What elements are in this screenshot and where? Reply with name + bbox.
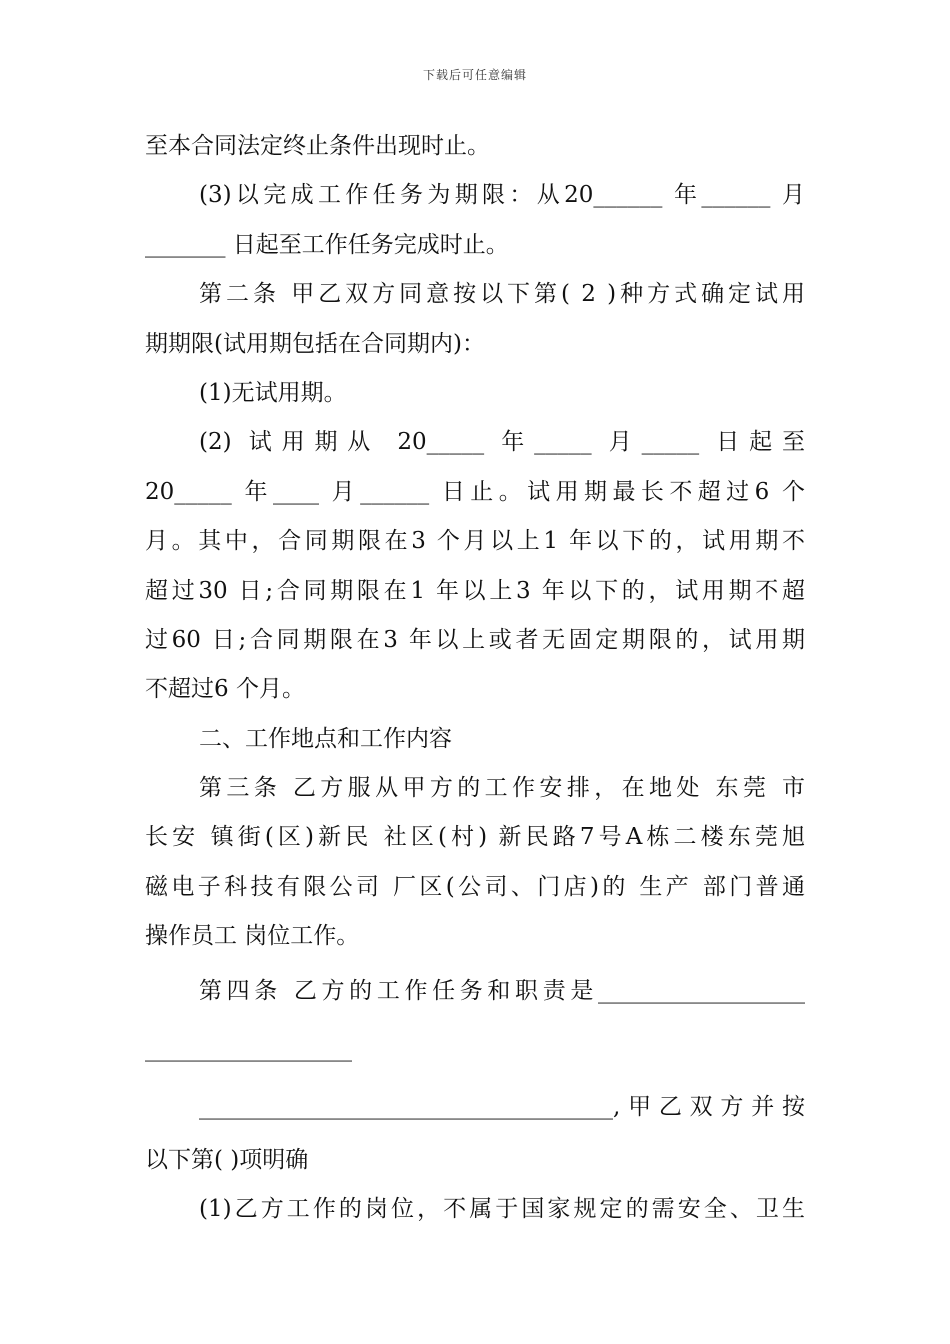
paragraph-line: 不超过6 个月。 bbox=[145, 676, 305, 703]
paragraph-line: 超过30 日;合同期限在1 年以上3 年以下的，试用期不超 bbox=[145, 577, 805, 604]
paragraph-line: ____________________________________,甲乙双方并按 bbox=[199, 1093, 805, 1120]
paragraph-line: 以下第( )项明确 bbox=[145, 1146, 309, 1173]
paragraph-line: 磁电子科技有限公司 厂区(公司、门店)的 生产 部门普通 bbox=[145, 873, 805, 900]
paragraph-line: 期期限(试用期包括在合同期内)： bbox=[145, 330, 485, 357]
paragraph-line: 至本合同法定终止条件出现时止。 bbox=[145, 133, 490, 159]
paragraph-line: (2) 试用期从 20_____ 年_____ 月_____ 日起至 bbox=[199, 429, 805, 456]
paragraph-line: 操作员工 岗位工作。 bbox=[145, 923, 360, 950]
paragraph-line: 第三条 乙方服从甲方的工作安排，在地处 东莞 市 bbox=[199, 775, 805, 802]
paragraph-line: (1)乙方工作的岗位，不属于国家规定的需安全、卫生 bbox=[199, 1196, 805, 1223]
paragraph-line: (1)无试用期。 bbox=[199, 379, 347, 406]
paragraph-line: 20_____ 年____ 月______ 日止。试用期最长不超过6 个 bbox=[145, 478, 805, 505]
document-body bbox=[145, 122, 805, 1234]
blank-fill-line: __________________ bbox=[145, 1035, 352, 1062]
paragraph-line: 长安 镇街(区)新民 社区(村) 新民路7号A栋二楼东莞旭 bbox=[145, 824, 805, 851]
paragraph-line: _______ 日起至工作任务完成时止。 bbox=[145, 231, 509, 258]
paragraph-line: (3)以完成工作任务为期限：从20______ 年______ 月 bbox=[199, 182, 805, 209]
paragraph-line: 第四条 乙方的工作任务和职责是__________________ bbox=[199, 977, 805, 1004]
page-header: 下载后可任意编辑 bbox=[422, 68, 527, 82]
section-heading: 二、工作地点和工作内容 bbox=[199, 725, 452, 752]
paragraph-line: 第二条 甲乙双方同意按以下第( 2 )种方式确定试用 bbox=[199, 281, 805, 308]
paragraph-line: 月。其中，合同期限在3 个月以上1 年以下的，试用期不 bbox=[145, 528, 805, 555]
paragraph-line: 过60 日;合同期限在3 年以上或者无固定期限的，试用期 bbox=[145, 626, 805, 653]
